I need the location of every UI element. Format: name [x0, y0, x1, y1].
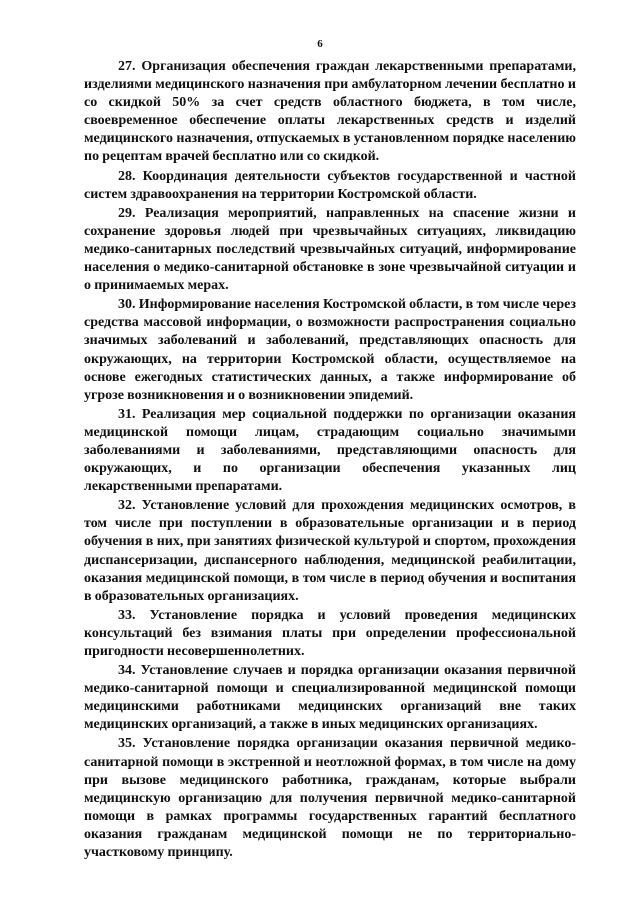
paragraph-28: 28. Координация деятельности субъектов государственной и частной систем здравоохранения на территории Костромской области.	[84, 168, 576, 202]
page-number: 6	[317, 38, 323, 50]
paragraph-30: 30. Информирование населения Костромской области, в том числе через средства массовой информации, о возможности распространения социально значимых заболеваний и заболеваний, представляющих опасность для окружающих, на территории Костромской области, осуществляемое на основе ежегодных статистических данных, а также информирование об угрозе возникновения и о возникновении эпидемий.	[84, 297, 576, 403]
paragraph-33: 33. Установление порядка и условий проведения медицинских консультаций без взимания платы при определении профессиональной пригодности несовершеннолетних.	[84, 607, 576, 659]
paragraph-29: 29. Реализация мероприятий, направленных на спасение жизни и сохранение здоровья людей при чрезвычайных ситуациях, ликвидацию медико-санитарных последствий чрезвычайных ситуаций, информирование населения о медико-санитарной обстановке в зоне чрезвычайной ситуации и о принимаемых мерах.	[84, 205, 576, 294]
paragraph-32: 32. Установление условий для прохождения медицинских осмотров, в том числе при поступлении в образовательные организации и в период обучения в них, при занятиях физической культурой и спортом, прохождения диспансеризации, диспансерного наблюдения, медицинской реабилитации, оказания медицинской помощи, в том числе в период обучения и воспитания в образовательных организациях.	[84, 498, 576, 604]
document-body	[84, 58, 576, 862]
paragraph-27: 27. Организация обеспечения граждан лекарственными препаратами, изделиями медицинского назначения при амбулаторном лечении бесплатно и со скидкой 50% за счет средств областного бюджета, в том числе, своевременное обеспечение оплаты лекарственных средств и изделий медицинского назначения, отпускаемых в установленном порядке населению по рецептам врачей бесплатно или со скидкой.	[84, 59, 576, 165]
paragraph-35: 35. Установление порядка организации оказания первичной медико-санитарной помощи в экстренной и неотложной формах, в том числе на дому при вызове медицинского работника, гражданам, которые выбрали медицинскую организацию для получения первичной медико-санитарной помощи в рамках программы государственных гарантий бесплатного оказания гражданам медицинской помощи не по территориально-участковому принципу.	[84, 736, 576, 861]
paragraph-31: 31. Реализация мер социальной поддержки по организации оказания медицинской помощи лицам, страдающим социально значимыми заболеваниями и заболеваниями, представляющими опасность для окружающих, и по организации обеспечения указанных лиц лекарственными препаратами.	[84, 406, 576, 495]
paragraph-34: 34. Установление случаев и порядка организации оказания первичной медико-санитарной помощи и специализированной медицинской помощи медицинскими работниками медицинских организаций вне таких медицинских организаций, а также в иных медицинских организациях.	[84, 663, 576, 733]
